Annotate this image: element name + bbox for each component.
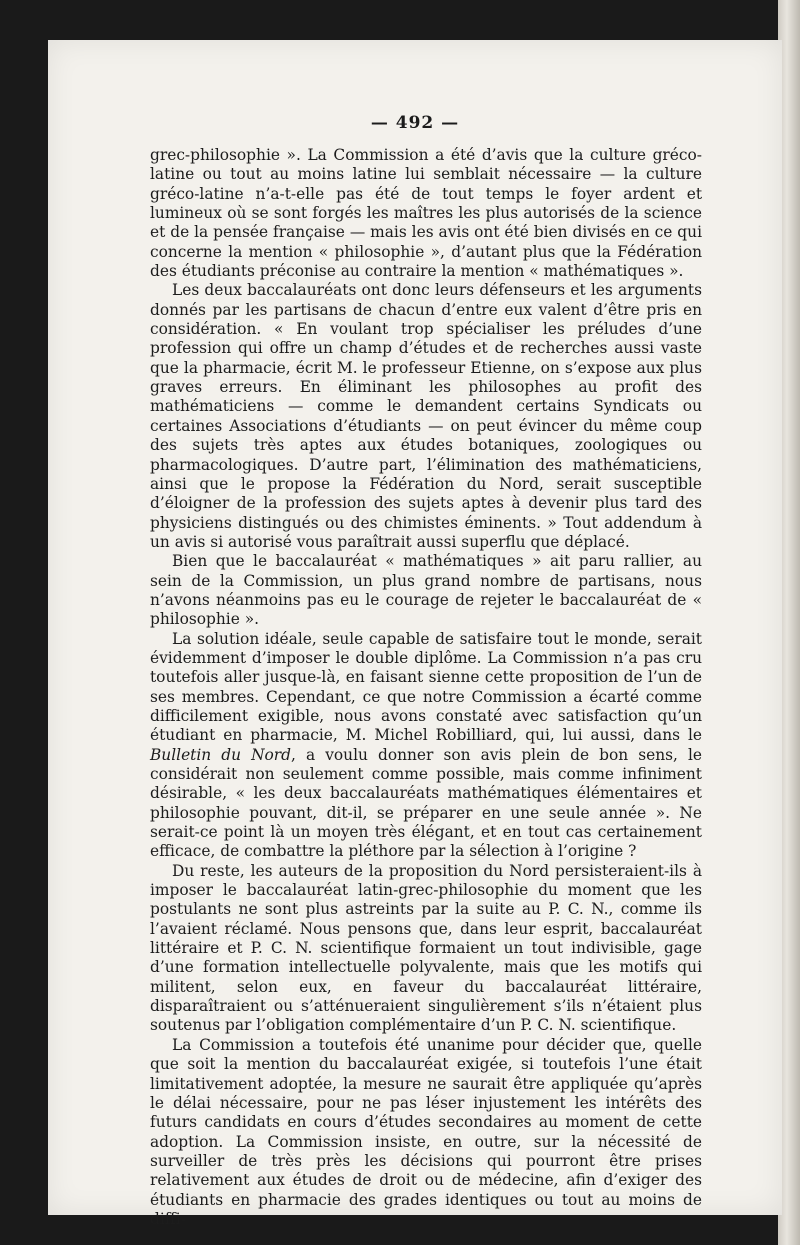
- paragraph-6: La Commission a toutefois été unanime pour décider que, quelle que soit la mention du baccalauréat exigée, si toutefois l’une était limitativement adoptée, la mesure ne saurait être appliquée qu’après le délai nécessaire, pour ne pas léser injustement les intérêts des futurs candidats en cours d’études secondaires au moment de cette adoption. La Commission insiste, en outre, sur la nécessité de surveiller de très près les décisions qui pourront être prises relativement aux études de droit ou de médecine, afin d’exiger des étudiants en pharmacie des grades identiques ou tout au moins de diffi-: [150, 1035, 702, 1228]
- paragraph-4-part-1: La solution idéale, seule capable de satisfaire tout le monde, serait évidemment d’imposer le double diplôme. La Commission n’a pas cru toutefois aller jusque-là, en faisant sienne cette proposition de l’un de ses membres. Cependant, ce que notre Commission a écarté comme difficilement exigible, nous avons constaté avec satisfaction qu’un étudiant en pharmacie, M. Michel Robilliard, qui, lui aussi, dans le: [150, 629, 702, 745]
- paragraph-1: grec-philosophie ». La Commission a été d’avis que la culture gréco-latine ou tout au moins latine lui semblait nécessaire — la culture gréco-latine n’a-t-elle pas été de tout temps le foyer ardent et lumineux où se sont forgés les maîtres les plus autorisés de la science et de la pensée française — mais les avis ont été bien divisés en ce qui concerne la mention « philosophie », d’autant plus que la Fédération des étudiants préconise au contraire la mention « mathématiques ».: [150, 146, 702, 281]
- paragraph-3: Bien que le baccalauréat « mathématiques » ait paru rallier, au sein de la Commission, un plus grand nombre de partisans, nous n’avons néanmoins pas eu le courage de rejeter le baccalauréat de « philosophie ».: [150, 552, 702, 629]
- document-page: [48, 40, 782, 1228]
- body-text: [150, 146, 702, 1229]
- paragraph-4: [150, 630, 702, 862]
- page-number: — 492 —: [370, 113, 460, 133]
- bulletin-title: Bulletin du Nord: [150, 745, 292, 764]
- paragraph-5: Du reste, les auteurs de la proposition du Nord persisteraient-ils à imposer le baccalauréat latin-grec-philosophie du moment que les postulants ne sont plus astreints par la suite au P. C. N., comme ils l’avaient réclamé. Nous pensons que, dans leur esprit, baccalauréat littéraire et P. C. N. scientifique formaient un tout indivisible, gage d’une formation intellectuelle polyvalente, mais que les motifs qui militent, selon eux, en faveur du baccalauréat littéraire, disparaîtraient ou s’atténueraient singulièrement s’ils n’étaient plus soutenus par l’obligation complémentaire d’un P. C. N. scientifique.: [150, 861, 702, 1035]
- paragraph-2: Les deux baccalauréats ont donc leurs défenseurs et les arguments donnés par les partisans de chacun d’entre eux valent d’être pris en considération. « En voulant trop spécialiser les préludes d’une profession qui offre un champ d’études et de recherches aussi vaste que la pharmacie, écrit M. le professeur Etienne, on s’expose aux plus graves erreurs. En éliminant les philosophes au profit des mathématiciens — comme le demandent certains Syndicats ou certaines Associations d’étudiants — on peut évincer du même coup des sujets très aptes aux études botaniques, zoologiques ou pharmacologiques. D’autre part, l’élimination des mathématiciens, ainsi que le propose la Fédération du Nord, serait susceptible d’éloigner de la profession des sujets aptes à devenir plus tard des physiciens distingués ou des chimistes éminents. » Tout addendum à un avis si autorisé vous paraîtrait aussi superflu que déplacé.: [150, 281, 702, 551]
- paragraph-4-part-2: , a voulu donner son avis plein de bon sens, le considérait non seulement comme possible, mais comme infiniment désirable, « les deux baccalauréats mathématiques élémentaires et philosophie pouvant, dit-il, se préparer en une seule année ». Ne serait-ce point là un moyen très élégant, et en tout cas certainement efficace, de combattre la pléthore par la sélection à l’origine ?: [150, 745, 703, 861]
